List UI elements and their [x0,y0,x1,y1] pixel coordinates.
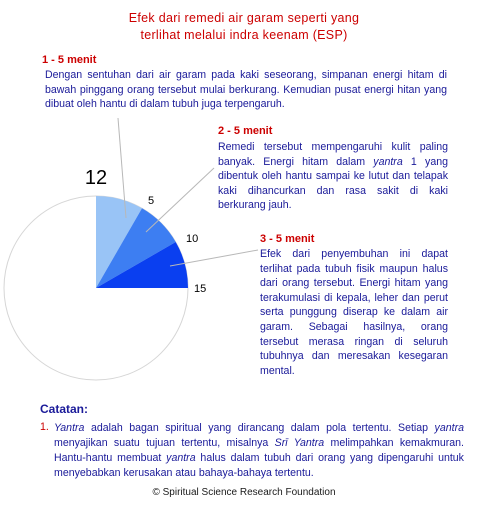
stage-2-text-part-2: 1 yang dibentuk oleh hantu sampai ke lutut dan telapak kaki dihancurkan dan rasa sakit di kaki berkurang jauh. [218,155,448,212]
stage-3-heading: 3 - 5 menit [260,233,315,245]
stage-2-text-yantra: yantra [373,155,403,168]
clock-label-12: 12 [84,167,108,189]
note-part-2: menyajikan suatu tujuan tertentu, misalnya [54,437,275,449]
title-line-1: Efek dari remedi air garam seperti yang [128,11,360,25]
notes-title: Catatan: [40,402,89,416]
note-yantra-2: yantra [434,422,464,434]
copyright-footer: © Spiritual Science Research Foundation [152,487,336,498]
note-part-4: halus dalam tubuh dari orang yang dipengaruhi untuk menyebabkan kerusakan atau bahaya-bahaya tertentu. [54,452,464,479]
note-yantra-1: Yantra [54,422,85,434]
clock-label-10: 10 [186,233,199,245]
stage-1-heading: 1 - 5 menit [42,54,97,66]
clock-label-15: 15 [194,283,207,295]
stage-1-text: Dengan sentuhan dari air garam pada kaki seseorang, simpanan energi hitam di bawah pinggang orang tersebut mulai berkurang. Kemudian pusat energi hitan yang dibuat oleh hantu di dalam tubuh juga terpengaruh. [45,69,447,111]
note-part-1: adalah bagan spiritual yang dirancang dalam pola tertentu. Setiap [84,422,435,434]
stage-2-heading: 2 - 5 menit [218,125,273,137]
title-line-2: terlihat melalui indra keenam (ESP) [140,28,348,42]
stage-2-text [218,140,448,213]
note-text [54,421,464,481]
note-sri-yantra: Srī Yantra [274,437,325,449]
stage-2-pointer-line [146,168,214,232]
stage-3-text: Efek dari penyembuhan ini dapat terlihat pada tubuh fisik maupun halus dari orang tersebut. Energi hitam yang terakumulasi di kepala, leher dan perut serta punggung diserap ke dalam air garam. Sebagai hasilnya, orang tersebut merasa ringan di seluruh tubuhnya dan meresakan kesegaran mental. [260,248,448,377]
clock-label-5: 5 [148,195,155,207]
note-part-3: melimpahkan kemakmuran. Hantu-hantu membuat [54,437,464,464]
note-number: 1. [40,421,49,433]
note-yantra-3: yantra [166,452,196,464]
stage-2-text-part-1: Remedi tersebut mempengaruhi kulit paling banyak. Energi hitam dalam [218,141,448,168]
